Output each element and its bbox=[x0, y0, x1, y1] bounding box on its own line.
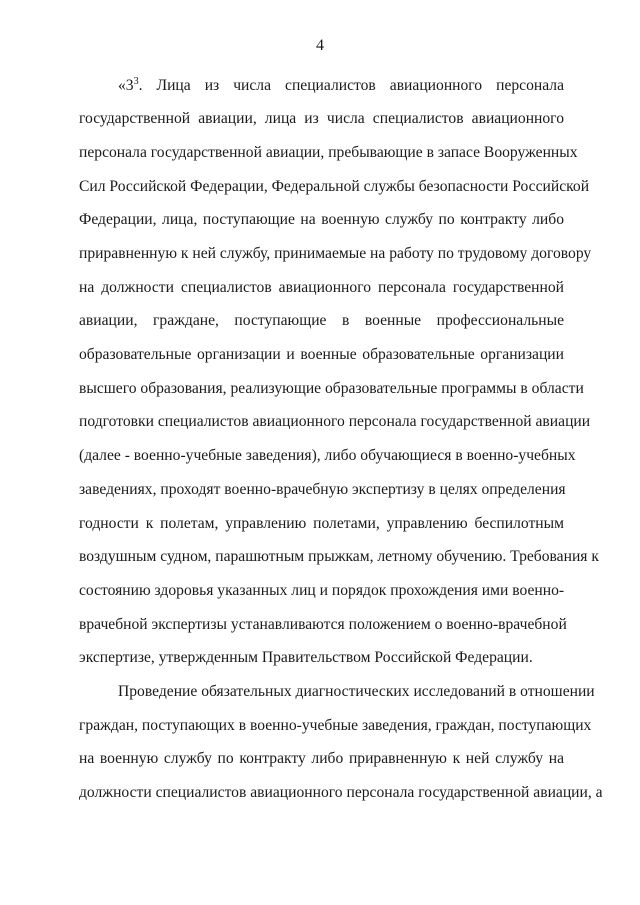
paragraph-line: авиации, граждане, поступающие в военные профессиональные bbox=[79, 312, 564, 329]
paragraph-line: на должности специалистов авиационного персонала государственной bbox=[79, 279, 564, 296]
paragraph-line: врачебной экспертизы устанавливаются положением о военно-врачебной bbox=[79, 616, 567, 633]
paragraph-line: приравненную к ней службу, принимаемые на работу по трудовому договору bbox=[79, 245, 592, 262]
paragraph-line: состоянию здоровья указанных лиц и порядок прохождения ими военно- bbox=[79, 582, 565, 599]
quote-and-item-number: «3 bbox=[118, 77, 134, 94]
paragraph-line: воздушным судном, парашютным прыжкам, летному обучению. Требования к bbox=[79, 548, 599, 565]
superscript-index: 3 bbox=[133, 76, 139, 87]
paragraph-line: подготовки специалистов авиационного персонала государственной авиации bbox=[79, 413, 591, 430]
paragraph-line: Сил Российской Федерации, Федеральной службы безопасности Российской bbox=[79, 178, 590, 195]
paragraph-line: персонала государственной авиации, пребывающие в запасе Вооруженных bbox=[79, 144, 578, 161]
paragraph-line: должности специалистов авиационного персонала государственной авиации, а bbox=[79, 784, 603, 801]
paragraph-line: экспертизе, утвержденным Правительством Российской Федерации. bbox=[79, 649, 533, 666]
paragraph-line: Федерации, лица, поступающие на военную службу по контракту либо bbox=[79, 211, 564, 228]
paragraph-line: годности к полетам, управлению полетами, управлению беспилотным bbox=[79, 515, 564, 532]
page-number: 4 bbox=[316, 37, 324, 54]
paragraph-line bbox=[118, 75, 564, 97]
paragraph-line: граждан, поступающих в военно-учебные заведения, граждан, поступающих bbox=[79, 717, 592, 734]
paragraph-line: образовательные организации и военные образовательные организации bbox=[79, 346, 564, 363]
line-text: . Лица из числа специалистов авиационного персонала bbox=[138, 77, 564, 94]
paragraph-line: государственной авиации, лица из числа специалистов авиационного bbox=[79, 110, 564, 127]
paragraph-line: заведениях, проходят военно-врачебную экспертизу в целях определения bbox=[79, 481, 566, 498]
paragraph-line: на военную службу по контракту либо приравненную к ней службу на bbox=[79, 750, 564, 767]
paragraph-line: Проведение обязательных диагностических исследований в отношении bbox=[118, 683, 595, 700]
paragraph-line: (далее - военно-учебные заведения), либо обучающиеся в военно-учебных bbox=[79, 447, 576, 464]
paragraph-line: высшего образования, реализующие образовательные программы в области bbox=[79, 380, 584, 397]
